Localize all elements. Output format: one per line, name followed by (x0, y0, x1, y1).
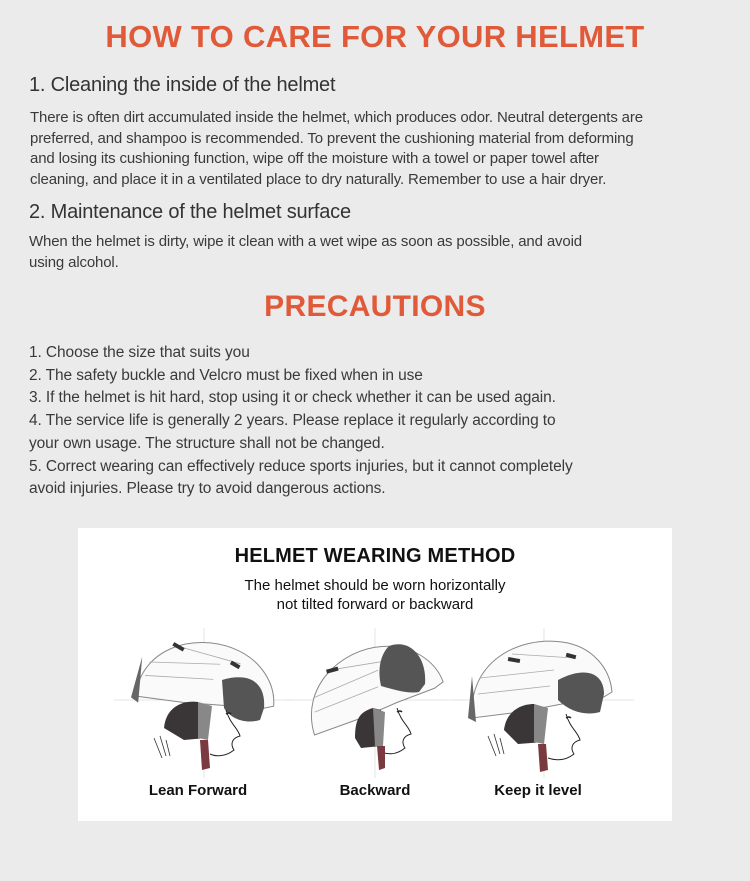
precaution-item: 3. If the helmet is hit hard, stop using it or check whether it can be used again. (29, 389, 556, 407)
caption-backward: Backward (339, 782, 411, 799)
helmet-level-icon (454, 628, 634, 778)
precaution-item: 2. The safety buckle and Velcro must be fixed when in use (29, 366, 423, 384)
paragraph-line: When the helmet is dirty, wipe it clean with a wet wipe as soon as possible, and avoid (29, 233, 582, 250)
wearing-method-panel (78, 528, 672, 821)
paragraph-line: There is often dirt accumulated inside the helmet, which produces odor. Neutral detergents are (30, 109, 643, 126)
precaution-item-continued: your own usage. The structure shall not be changed. (29, 434, 385, 452)
caption-lean-forward: Lean Forward (148, 782, 248, 799)
paragraph-line: using alcohol. (29, 253, 119, 271)
subtitle-line: not tilted forward or backward (276, 596, 474, 613)
section-heading-cleaning: 1. Cleaning the inside of the helmet (29, 74, 336, 96)
precaution-item: 5. Correct wearing can effectively reduce sports injuries, but it cannot completely (29, 457, 573, 475)
precautions-title: PRECAUTIONS (264, 290, 486, 323)
caption-keep-level: Keep it level (494, 782, 582, 799)
care-title: HOW TO CARE FOR YOUR HELMET (105, 19, 645, 54)
precaution-item: 1. Choose the size that suits you (29, 344, 250, 361)
paragraph-line: cleaning, and place it in a ventilated place to dry naturally. Remember to use a hair dryer. (30, 170, 607, 188)
helmet-lean-forward-icon (114, 628, 294, 778)
wearing-method-title: HELMET WEARING METHOD (234, 545, 516, 567)
section-heading-maintenance: 2. Maintenance of the helmet surface (29, 201, 351, 223)
wearing-method-subtitle (78, 576, 672, 614)
subtitle-line: The helmet should be worn horizontally (244, 577, 506, 594)
precaution-item-continued: avoid injuries. Please try to avoid dangerous actions. (29, 480, 386, 498)
paragraph-line: preferred, and shampoo is recommended. To prevent the cushioning material from deforming (30, 129, 634, 147)
cleaning-paragraph (30, 108, 730, 190)
helmet-backward-icon (285, 628, 465, 778)
precaution-item: 4. The service life is generally 2 years. Please replace it regularly according to (29, 412, 556, 430)
precautions-list (29, 342, 709, 501)
paragraph-line: and losing its cushioning function, wipe off the moisture with a towel or paper towel after (30, 150, 599, 167)
maintenance-paragraph (29, 232, 669, 273)
